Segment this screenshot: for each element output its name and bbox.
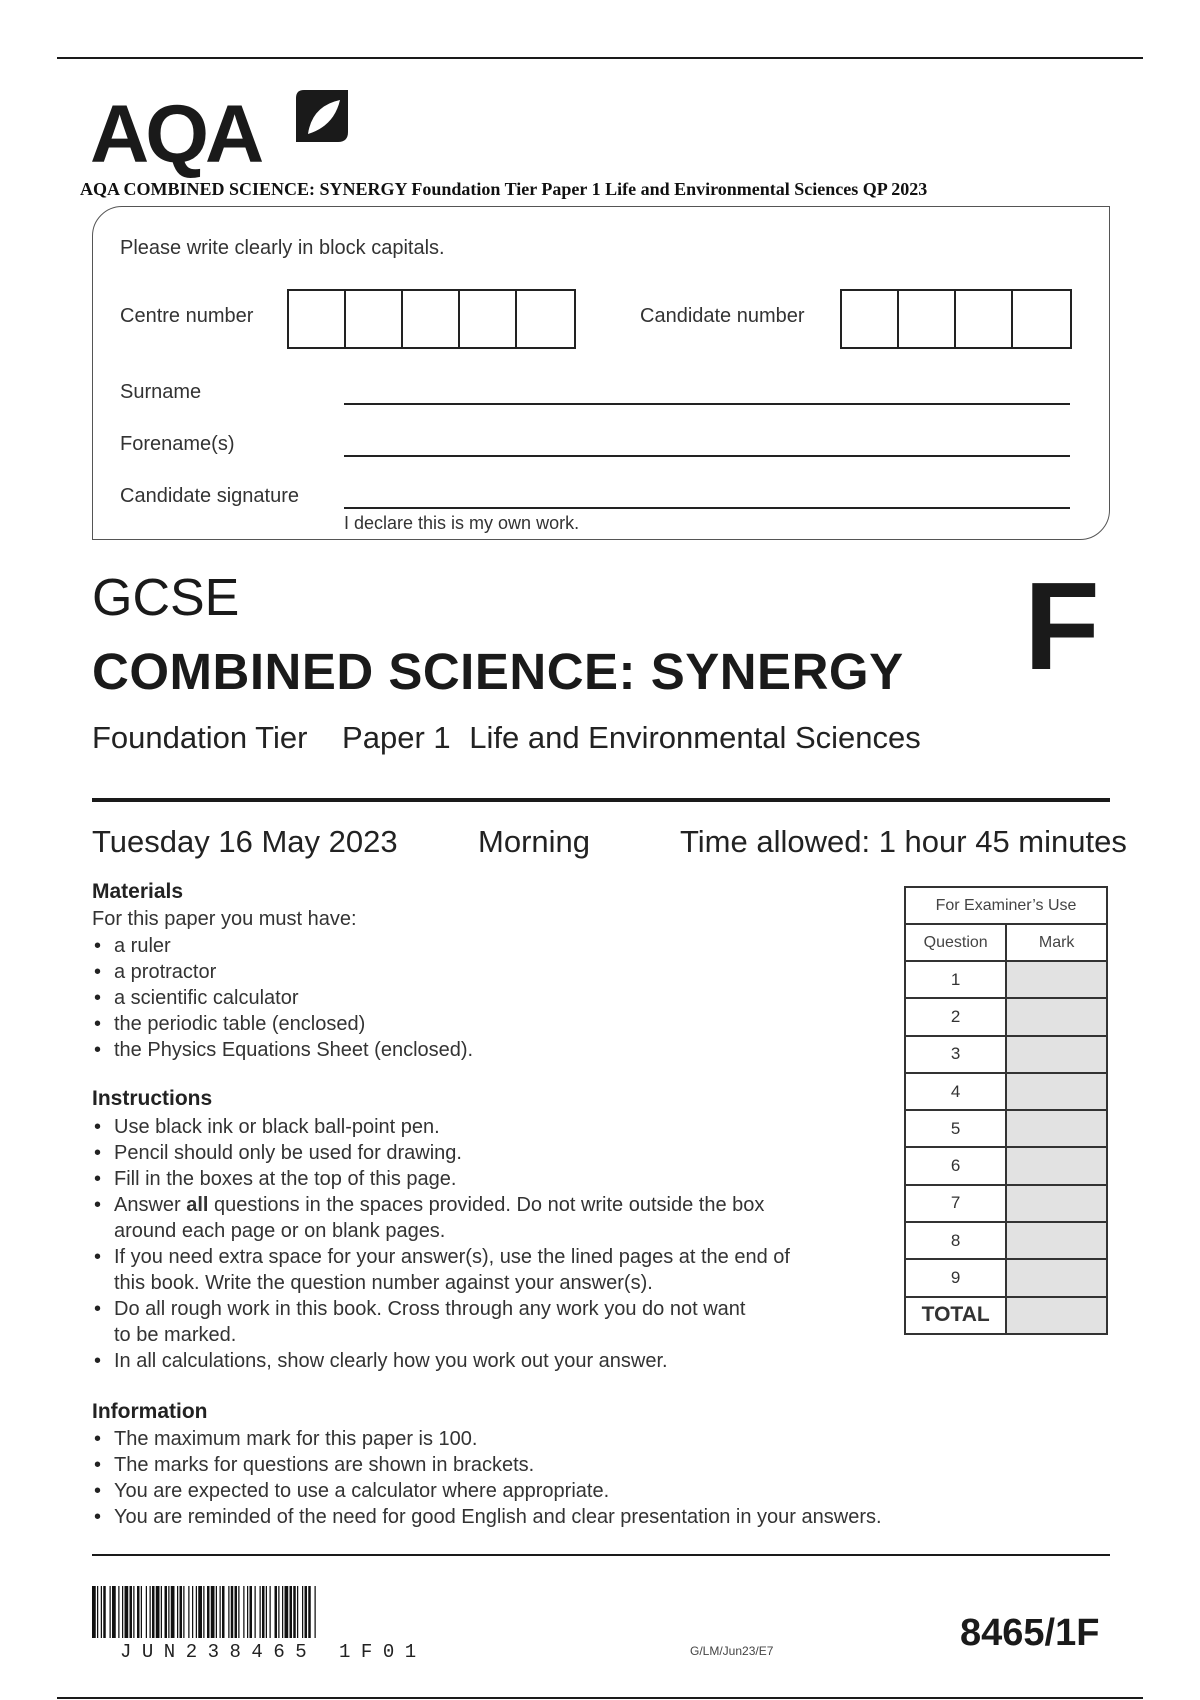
table-row xyxy=(905,1110,1107,1147)
table-row xyxy=(905,1073,1107,1110)
centre-number-digit[interactable] xyxy=(289,291,346,347)
barcode-bar xyxy=(235,1586,238,1638)
barcode-bar xyxy=(231,1586,234,1638)
barcode-bar xyxy=(255,1586,256,1638)
title-rule xyxy=(92,798,1110,802)
barcode-bar xyxy=(260,1586,261,1638)
list-item: • a scientific calculator xyxy=(92,985,473,1011)
exam-session: Morning xyxy=(478,824,590,859)
aqa-logo xyxy=(90,88,355,180)
barcode-bar xyxy=(315,1586,316,1638)
barcode-bar xyxy=(238,1586,239,1638)
barcode-bar xyxy=(196,1586,197,1638)
barcode-bar xyxy=(188,1586,189,1638)
barcode-bar xyxy=(293,1586,296,1638)
instruction-emphasis: all xyxy=(186,1194,209,1216)
paper-code: 8465/1F xyxy=(960,1612,1100,1654)
instructions-heading: Instructions xyxy=(92,1087,213,1110)
mark-cell xyxy=(1006,1110,1107,1147)
barcode-bar xyxy=(278,1586,279,1638)
barcode-bar xyxy=(92,1586,96,1638)
top-rule xyxy=(57,57,1143,59)
barcode-bar xyxy=(302,1586,303,1638)
mark-cell xyxy=(1006,998,1107,1035)
total-label: TOTAL xyxy=(905,1297,1006,1334)
barcode-bar xyxy=(183,1586,184,1638)
barcode-bar xyxy=(130,1586,133,1638)
question-column-header: Question xyxy=(905,924,1006,961)
subject-title: COMBINED SCIENCE: SYNERGY xyxy=(92,643,904,700)
list-item: • a protractor xyxy=(92,959,473,985)
mark-cell xyxy=(1006,1259,1107,1296)
table-row xyxy=(905,1147,1107,1184)
barcode-bar xyxy=(216,1586,217,1638)
signature-line[interactable] xyxy=(344,507,1070,509)
tier-letter: F xyxy=(1024,558,1100,696)
time-allowed: Time allowed: 1 hour 45 minutes xyxy=(680,824,1127,859)
declaration-text: I declare this is my own work. xyxy=(344,513,580,533)
materials-heading: Materials xyxy=(92,880,184,903)
barcode-bar xyxy=(243,1586,244,1638)
question-number: 4 xyxy=(905,1073,1006,1110)
mark-cell xyxy=(1006,1222,1107,1259)
barcode-bar xyxy=(177,1586,178,1638)
mark-cell xyxy=(1006,961,1107,998)
materials-intro: For this paper you must have: xyxy=(92,908,357,930)
barcode-bar xyxy=(203,1586,204,1638)
centre-number-digit[interactable] xyxy=(460,291,517,347)
bottom-rule xyxy=(92,1554,1110,1556)
barcode-bar xyxy=(222,1586,225,1638)
instruction-text: Answer xyxy=(114,1194,187,1216)
barcode-bar xyxy=(161,1586,162,1638)
candidate-number-digit[interactable] xyxy=(842,291,899,347)
barcode-bar xyxy=(112,1586,116,1638)
surname-label: Surname xyxy=(120,381,202,403)
list-item: • Use black ink or black ball-point pen. xyxy=(92,1114,790,1140)
question-number: 5 xyxy=(905,1110,1006,1147)
table-row xyxy=(905,1259,1107,1296)
list-item: • You are reminded of the need for good English and clear presentation in your answers. xyxy=(92,1504,882,1530)
list-item: • the Physics Equations Sheet (enclosed). xyxy=(92,1037,473,1063)
question-number: 1 xyxy=(905,961,1006,998)
centre-number-label: Centre number xyxy=(120,305,254,327)
list-item xyxy=(92,1244,790,1296)
candidate-details-box xyxy=(92,206,1110,540)
barcode-bar xyxy=(262,1586,265,1638)
barcode-bar xyxy=(220,1586,221,1638)
barcode-bar xyxy=(125,1586,129,1638)
barcode-bar xyxy=(228,1586,229,1638)
list-item xyxy=(92,1192,790,1244)
barcode-bar xyxy=(122,1586,123,1638)
tier-paper-line xyxy=(92,722,939,753)
instruction-text: questions in the spaces provided. Do not write outside the box xyxy=(208,1194,765,1216)
barcode-bar xyxy=(266,1586,267,1638)
list-item xyxy=(92,1296,790,1348)
signature-label: Candidate signature xyxy=(120,485,300,507)
examiner-use-table xyxy=(904,886,1108,1335)
barcode-bar xyxy=(282,1586,283,1638)
examiner-table-title: For Examiner’s Use xyxy=(905,887,1107,924)
total-row xyxy=(905,1297,1107,1334)
list-item: • In all calculations, show clearly how you work out your answer. xyxy=(92,1348,790,1374)
candidate-number-boxes[interactable] xyxy=(840,289,1072,349)
aqa-leaf-icon xyxy=(294,88,350,144)
barcode-bar xyxy=(110,1586,111,1638)
instruction-text: Do all rough work in this book. Cross through any work you do not want xyxy=(114,1298,746,1320)
forenames-label: Forename(s) xyxy=(120,433,235,455)
table-row xyxy=(905,961,1107,998)
barcode-bar xyxy=(180,1586,183,1638)
list-item: • The maximum mark for this paper is 100. xyxy=(92,1426,882,1452)
barcode-bar xyxy=(290,1586,293,1638)
barcode-bar xyxy=(137,1586,140,1638)
barcode-bar xyxy=(305,1586,308,1638)
centre-number-digit[interactable] xyxy=(403,291,460,347)
running-header: AQA COMBINED SCIENCE: SYNERGY Foundation Tier Paper 1 Life and Environmental Sciences QP 2023 xyxy=(80,179,928,199)
table-row xyxy=(905,1222,1107,1259)
footer-rule xyxy=(57,1697,1143,1699)
candidate-number-digit[interactable] xyxy=(1013,291,1070,347)
paper-reference: G/LM/Jun23/E7 xyxy=(690,1644,774,1658)
barcode-bar xyxy=(97,1586,98,1638)
list-item: • You are expected to use a calculator where appropriate. xyxy=(92,1478,882,1504)
barcode-bar xyxy=(118,1586,119,1638)
barcode-bar xyxy=(150,1586,151,1638)
qualification-title: GCSE xyxy=(92,569,240,627)
forenames-line[interactable] xyxy=(344,455,1070,457)
total-mark-cell xyxy=(1006,1297,1107,1334)
barcode-bar xyxy=(146,1586,147,1638)
instruction-text: to be marked. xyxy=(114,1324,237,1346)
centre-number-digit[interactable] xyxy=(346,291,403,347)
instruction-text: If you need extra space for your answer(s), use the lined pages at the end of xyxy=(114,1246,790,1268)
barcode-bar xyxy=(211,1586,215,1638)
barcode-bar xyxy=(207,1586,210,1638)
block-capitals-instruction: Please write clearly in block capitals. xyxy=(120,237,445,259)
instruction-text: around each page or on blank pages. xyxy=(114,1220,446,1242)
barcode-bar xyxy=(165,1586,168,1638)
barcode-bar xyxy=(285,1586,289,1638)
table-row xyxy=(905,1185,1107,1222)
candidate-number-label: Candidate number xyxy=(640,305,805,327)
barcode-bar xyxy=(250,1586,253,1638)
mark-cell xyxy=(1006,1073,1107,1110)
centre-number-boxes[interactable] xyxy=(287,289,576,349)
surname-line[interactable] xyxy=(344,403,1070,405)
barcode-bar xyxy=(168,1586,169,1638)
list-item: • the periodic table (enclosed) xyxy=(92,1011,473,1037)
barcode-bar xyxy=(192,1586,193,1638)
information-list xyxy=(92,1426,882,1530)
exam-date: Tuesday 16 May 2023 xyxy=(92,824,398,859)
list-item: • a ruler xyxy=(92,933,473,959)
barcode-bar xyxy=(308,1586,311,1638)
mark-cell xyxy=(1006,1147,1107,1184)
materials-list xyxy=(92,933,473,1063)
list-item: • Fill in the boxes at the top of this page. xyxy=(92,1166,790,1192)
mark-cell xyxy=(1006,1185,1107,1222)
paper-number: Paper 1 xyxy=(342,720,451,755)
table-row xyxy=(905,998,1107,1035)
barcode xyxy=(92,1586,502,1638)
centre-number-digit[interactable] xyxy=(517,291,574,347)
barcode-bar xyxy=(103,1586,106,1638)
question-number: 7 xyxy=(905,1185,1006,1222)
barcode-bar xyxy=(198,1586,202,1638)
question-number: 8 xyxy=(905,1222,1006,1259)
question-number: 9 xyxy=(905,1259,1006,1296)
barcode-bar xyxy=(156,1586,160,1638)
mark-cell xyxy=(1006,1036,1107,1073)
information-heading: Information xyxy=(92,1400,208,1423)
mark-column-header: Mark xyxy=(1006,924,1107,961)
barcode-bar xyxy=(152,1586,155,1638)
instructions-list xyxy=(92,1114,790,1374)
candidate-number-digit[interactable] xyxy=(899,291,956,347)
barcode-number: JUN238465 1F01 xyxy=(120,1641,427,1663)
barcode-bar xyxy=(270,1586,271,1638)
paper-title: Life and Environmental Sciences xyxy=(469,720,921,755)
question-number: 3 xyxy=(905,1036,1006,1073)
barcode-bar xyxy=(297,1586,298,1638)
barcode-bar xyxy=(171,1586,175,1638)
barcode-bar xyxy=(275,1586,278,1638)
barcode-bar xyxy=(133,1586,134,1638)
list-item: • Pencil should only be used for drawing. xyxy=(92,1140,790,1166)
barcode-bar xyxy=(141,1586,142,1638)
barcode-bar xyxy=(247,1586,248,1638)
aqa-logo-text: AQA xyxy=(90,89,261,180)
question-number: 2 xyxy=(905,998,1006,1035)
candidate-number-digit[interactable] xyxy=(956,291,1013,347)
table-row xyxy=(905,1036,1107,1073)
instruction-text: this book. Write the question number against your answer(s). xyxy=(114,1272,653,1294)
barcode-bar xyxy=(101,1586,102,1638)
list-item: • The marks for questions are shown in brackets. xyxy=(92,1452,882,1478)
question-number: 6 xyxy=(905,1147,1006,1184)
tier-label: Foundation Tier xyxy=(92,720,308,755)
